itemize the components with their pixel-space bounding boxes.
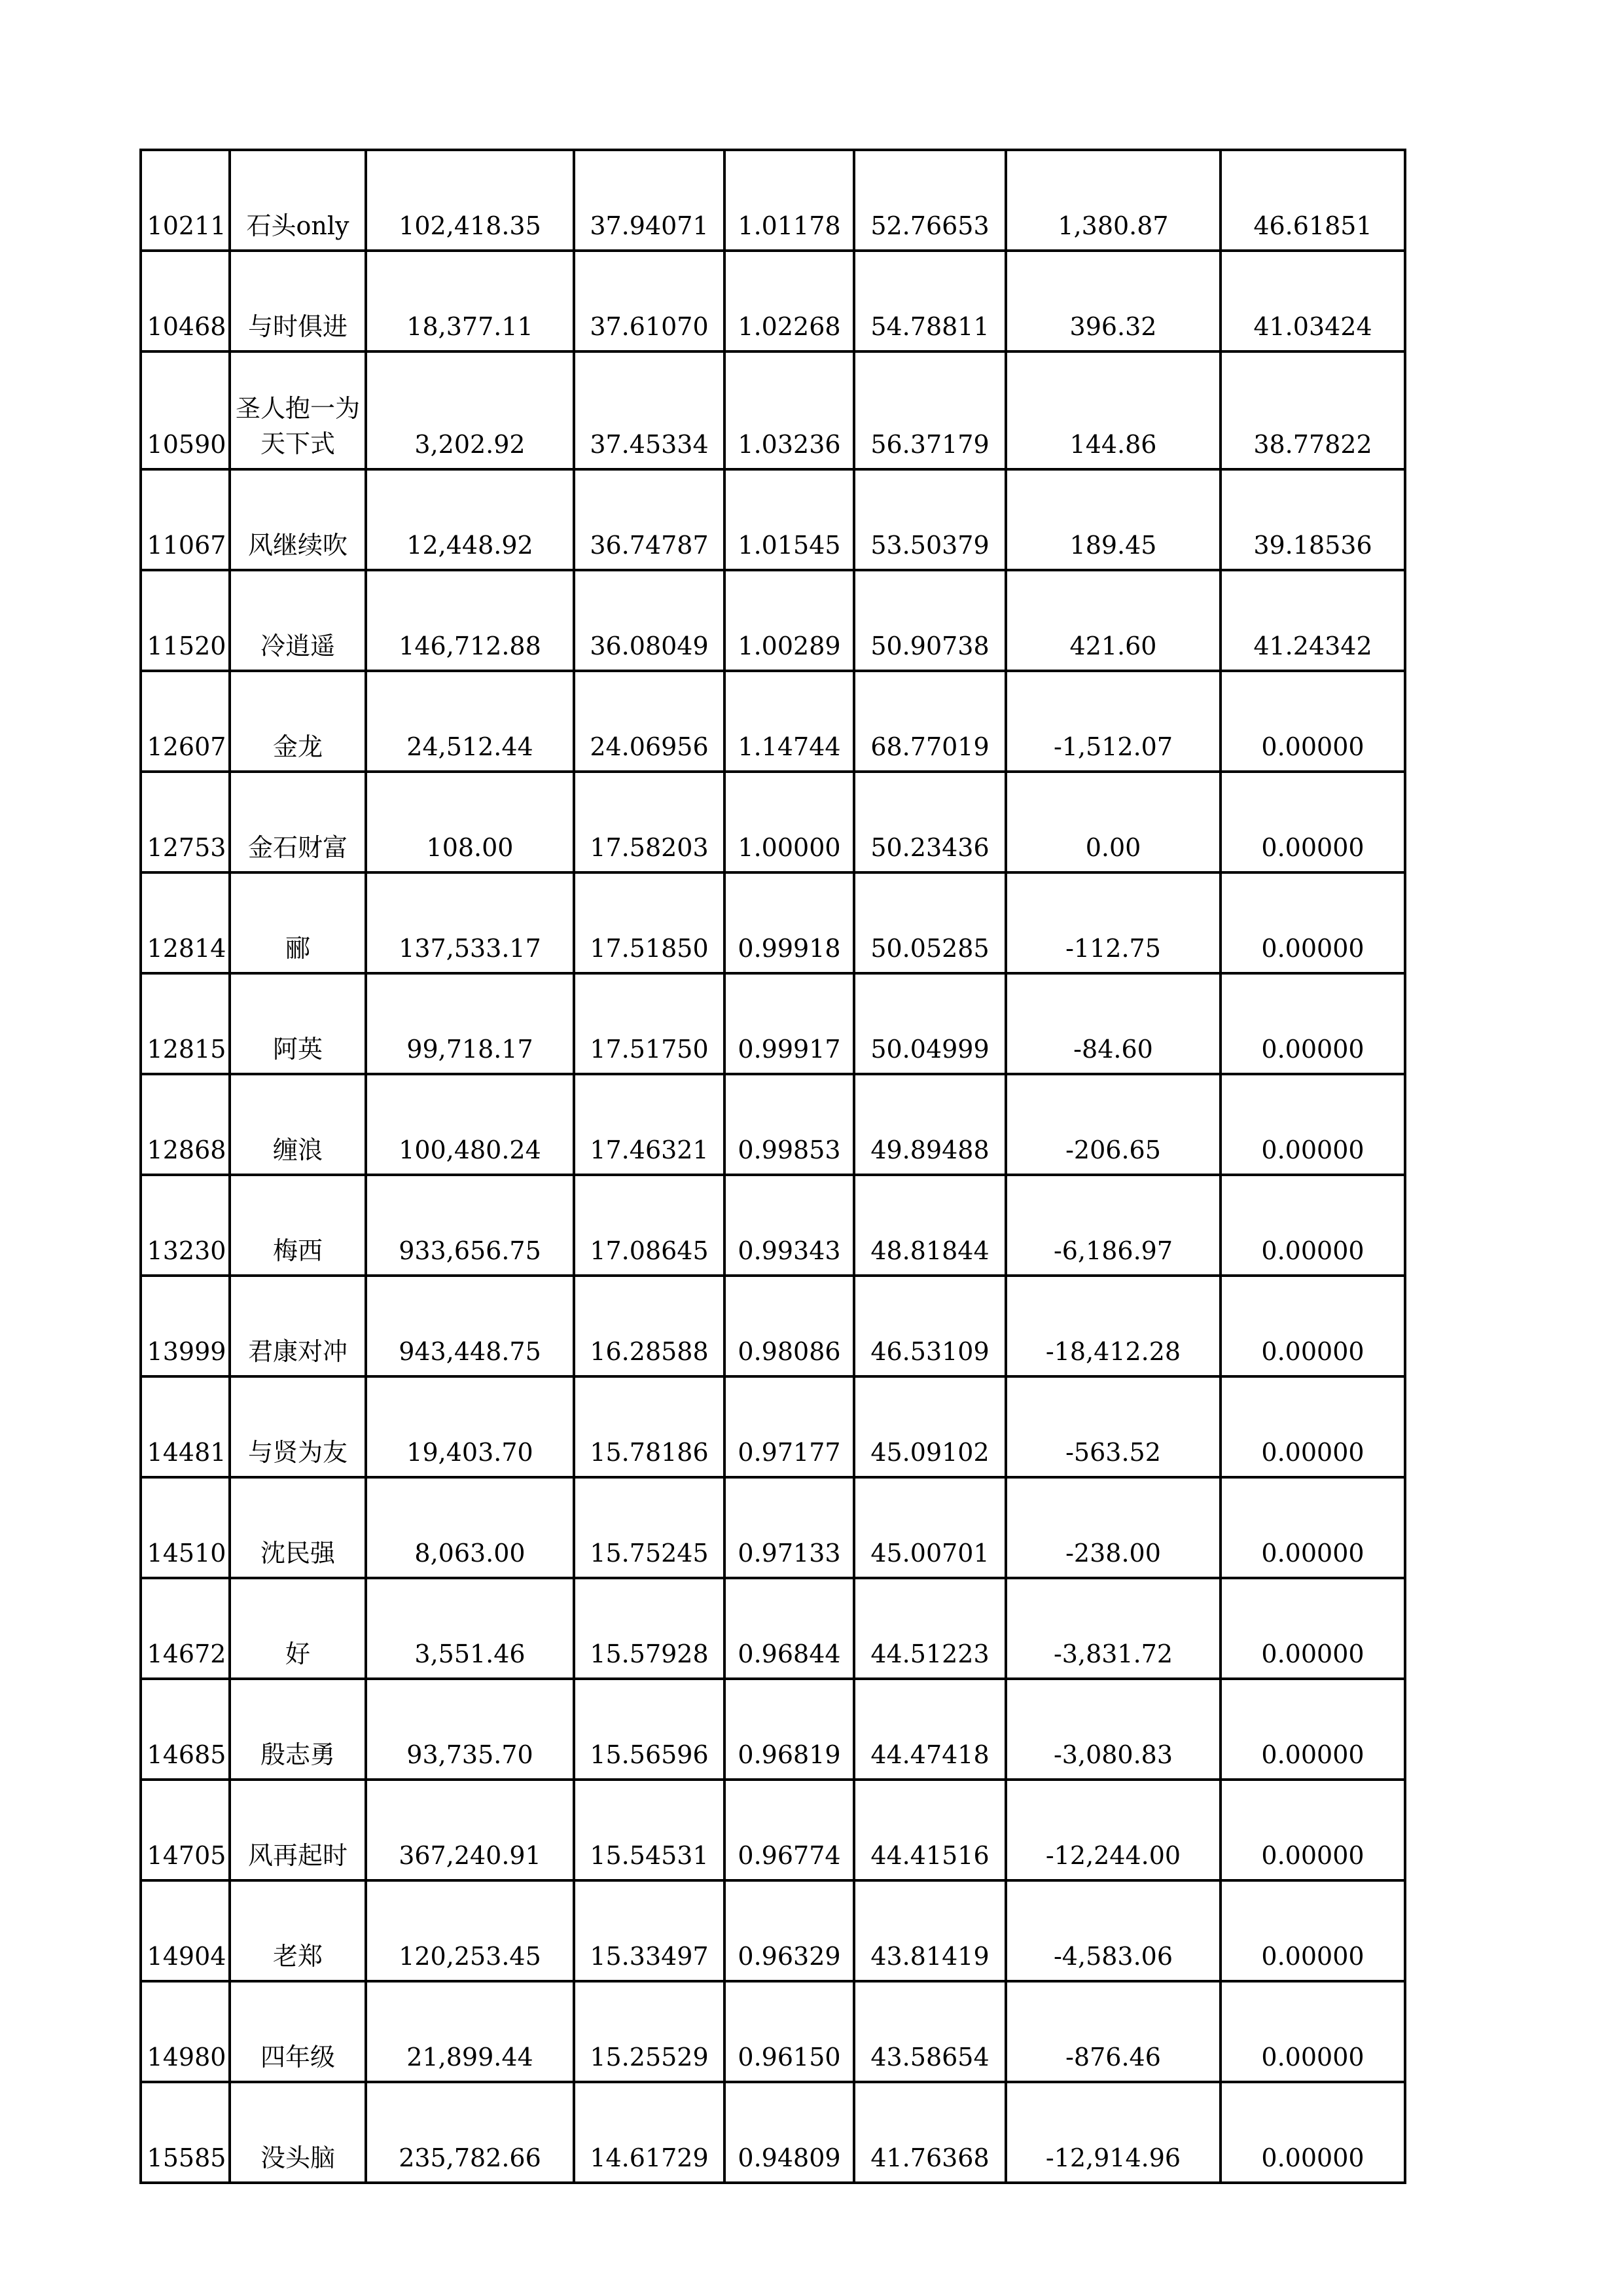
amount-cell: 146,712.88 [366,570,574,671]
table-row [141,251,1405,351]
value-a-cell: 15.33497 [574,1880,724,1981]
pnl-cell: -876.46 [1006,1981,1221,2082]
value-b-cell: 45.00701 [854,1477,1006,1578]
table-row [141,973,1405,1074]
ratio-cell: 0.99853 [724,1074,854,1175]
value-b-cell: 43.81419 [854,1880,1006,1981]
value-c-cell: 0.00000 [1221,1679,1405,1780]
pnl-cell: 0.00 [1006,772,1221,872]
value-a-cell: 15.75245 [574,1477,724,1578]
value-c-cell: 0.00000 [1221,1376,1405,1477]
id-cell: 10590 [141,351,230,469]
table-row [141,1074,1405,1175]
pnl-cell: -6,186.97 [1006,1175,1221,1276]
table-row [141,671,1405,772]
id-cell: 14672 [141,1578,230,1679]
value-a-cell: 17.58203 [574,772,724,872]
value-c-cell: 39.18536 [1221,469,1405,570]
value-c-cell: 0.00000 [1221,2082,1405,2183]
table-row [141,1780,1405,1880]
table-row [141,772,1405,872]
table-row [141,1679,1405,1780]
name-cell: 君康对冲 [230,1276,366,1376]
amount-cell: 3,551.46 [366,1578,574,1679]
value-a-cell: 14.61729 [574,2082,724,2183]
data-table [139,149,1406,2184]
amount-cell: 100,480.24 [366,1074,574,1175]
amount-cell: 12,448.92 [366,469,574,570]
pnl-cell: -84.60 [1006,973,1221,1074]
pnl-cell: -3,831.72 [1006,1578,1221,1679]
value-b-cell: 50.05285 [854,872,1006,973]
ratio-cell: 1.14744 [724,671,854,772]
value-a-cell: 15.54531 [574,1780,724,1880]
id-cell: 14481 [141,1376,230,1477]
amount-cell: 99,718.17 [366,973,574,1074]
name-cell: 风继续吹 [230,469,366,570]
table-row [141,570,1405,671]
ratio-cell: 0.99343 [724,1175,854,1276]
ratio-cell: 0.96329 [724,1880,854,1981]
amount-cell: 235,782.66 [366,2082,574,2183]
value-a-cell: 24.06956 [574,671,724,772]
table-row [141,1376,1405,1477]
amount-cell: 24,512.44 [366,671,574,772]
pnl-cell: 189.45 [1006,469,1221,570]
value-b-cell: 50.04999 [854,973,1006,1074]
ratio-cell: 0.96844 [724,1578,854,1679]
name-cell: 没头脑 [230,2082,366,2183]
name-cell: 与贤为友 [230,1376,366,1477]
pnl-cell: -563.52 [1006,1376,1221,1477]
value-c-cell: 0.00000 [1221,1276,1405,1376]
amount-cell: 943,448.75 [366,1276,574,1376]
amount-cell: 108.00 [366,772,574,872]
ratio-cell: 1.03236 [724,351,854,469]
value-c-cell: 0.00000 [1221,1074,1405,1175]
amount-cell: 3,202.92 [366,351,574,469]
pnl-cell: -3,080.83 [1006,1679,1221,1780]
ratio-cell: 0.96774 [724,1780,854,1880]
pnl-cell: -206.65 [1006,1074,1221,1175]
value-a-cell: 37.45334 [574,351,724,469]
value-b-cell: 49.89488 [854,1074,1006,1175]
ratio-cell: 1.01545 [724,469,854,570]
pnl-cell: -12,244.00 [1006,1780,1221,1880]
table-row [141,1880,1405,1981]
name-cell: 冷逍遥 [230,570,366,671]
name-cell: 金龙 [230,671,366,772]
id-cell: 10211 [141,150,230,251]
ratio-cell: 0.96150 [724,1981,854,2082]
amount-cell: 21,899.44 [366,1981,574,2082]
value-a-cell: 15.25529 [574,1981,724,2082]
name-cell: 好 [230,1578,366,1679]
name-cell: 沈民强 [230,1477,366,1578]
value-b-cell: 56.37179 [854,351,1006,469]
amount-cell: 102,418.35 [366,150,574,251]
table-row [141,469,1405,570]
table-row [141,1578,1405,1679]
pnl-cell: 144.86 [1006,351,1221,469]
pnl-cell: 421.60 [1006,570,1221,671]
value-a-cell: 17.08645 [574,1175,724,1276]
table-body [141,150,1405,2183]
name-cell: 阿英 [230,973,366,1074]
amount-cell: 120,253.45 [366,1880,574,1981]
ratio-cell: 0.94809 [724,2082,854,2183]
value-c-cell: 0.00000 [1221,1780,1405,1880]
id-cell: 11067 [141,469,230,570]
pnl-cell: 396.32 [1006,251,1221,351]
value-b-cell: 50.90738 [854,570,1006,671]
name-cell: 风再起时 [230,1780,366,1880]
value-c-cell: 41.03424 [1221,251,1405,351]
table-row [141,1477,1405,1578]
id-cell: 11520 [141,570,230,671]
name-cell: 金石财富 [230,772,366,872]
value-c-cell: 0.00000 [1221,1880,1405,1981]
id-cell: 12868 [141,1074,230,1175]
table-row [141,2082,1405,2183]
table-row [141,1981,1405,2082]
value-b-cell: 44.47418 [854,1679,1006,1780]
id-cell: 12607 [141,671,230,772]
name-cell: 殷志勇 [230,1679,366,1780]
value-b-cell: 50.23436 [854,772,1006,872]
value-a-cell: 36.08049 [574,570,724,671]
name-cell: 郦 [230,872,366,973]
value-c-cell: 0.00000 [1221,671,1405,772]
value-a-cell: 17.51750 [574,973,724,1074]
ratio-cell: 0.98086 [724,1276,854,1376]
value-b-cell: 44.41516 [854,1780,1006,1880]
value-b-cell: 53.50379 [854,469,1006,570]
value-b-cell: 43.58654 [854,1981,1006,2082]
value-c-cell: 38.77822 [1221,351,1405,469]
value-c-cell: 0.00000 [1221,1175,1405,1276]
value-a-cell: 37.94071 [574,150,724,251]
name-cell: 四年级 [230,1981,366,2082]
pnl-cell: -12,914.96 [1006,2082,1221,2183]
id-cell: 13230 [141,1175,230,1276]
ratio-cell: 0.99917 [724,973,854,1074]
value-a-cell: 17.51850 [574,872,724,973]
ratio-cell: 1.01178 [724,150,854,251]
value-c-cell: 0.00000 [1221,1578,1405,1679]
value-c-cell: 46.61851 [1221,150,1405,251]
id-cell: 12753 [141,772,230,872]
pnl-cell: -1,512.07 [1006,671,1221,772]
id-cell: 12814 [141,872,230,973]
value-a-cell: 17.46321 [574,1074,724,1175]
name-cell: 老郑 [230,1880,366,1981]
ratio-cell: 0.97133 [724,1477,854,1578]
ratio-cell: 0.96819 [724,1679,854,1780]
value-b-cell: 45.09102 [854,1376,1006,1477]
amount-cell: 19,403.70 [366,1376,574,1477]
value-b-cell: 41.76368 [854,2082,1006,2183]
id-cell: 13999 [141,1276,230,1376]
value-b-cell: 68.77019 [854,671,1006,772]
value-c-cell: 0.00000 [1221,1981,1405,2082]
pnl-cell: -238.00 [1006,1477,1221,1578]
name-cell: 缠浪 [230,1074,366,1175]
value-a-cell: 36.74787 [574,469,724,570]
value-c-cell: 0.00000 [1221,1477,1405,1578]
value-a-cell: 16.28588 [574,1276,724,1376]
name-cell: 圣人抱一为天下式 [230,351,366,469]
amount-cell: 8,063.00 [366,1477,574,1578]
pnl-cell: -112.75 [1006,872,1221,973]
amount-cell: 137,533.17 [366,872,574,973]
value-c-cell: 0.00000 [1221,772,1405,872]
table-row [141,150,1405,251]
value-b-cell: 48.81844 [854,1175,1006,1276]
id-cell: 14705 [141,1780,230,1880]
ratio-cell: 1.00000 [724,772,854,872]
value-b-cell: 52.76653 [854,150,1006,251]
ratio-cell: 0.99918 [724,872,854,973]
id-cell: 12815 [141,973,230,1074]
value-a-cell: 15.78186 [574,1376,724,1477]
ratio-cell: 1.02268 [724,251,854,351]
amount-cell: 367,240.91 [366,1780,574,1880]
name-cell: 与时俱进 [230,251,366,351]
table-row [141,1175,1405,1276]
value-b-cell: 46.53109 [854,1276,1006,1376]
amount-cell: 933,656.75 [366,1175,574,1276]
id-cell: 14685 [141,1679,230,1780]
value-a-cell: 15.56596 [574,1679,724,1780]
name-cell: 梅西 [230,1175,366,1276]
table-row [141,872,1405,973]
id-cell: 14904 [141,1880,230,1981]
pnl-cell: -4,583.06 [1006,1880,1221,1981]
amount-cell: 93,735.70 [366,1679,574,1780]
value-b-cell: 54.78811 [854,251,1006,351]
id-cell: 10468 [141,251,230,351]
id-cell: 15585 [141,2082,230,2183]
value-c-cell: 0.00000 [1221,872,1405,973]
ratio-cell: 1.00289 [724,570,854,671]
name-cell: 石头only [230,150,366,251]
ratio-cell: 0.97177 [724,1376,854,1477]
pnl-cell: 1,380.87 [1006,150,1221,251]
table-row [141,1276,1405,1376]
value-a-cell: 37.61070 [574,251,724,351]
pnl-cell: -18,412.28 [1006,1276,1221,1376]
amount-cell: 18,377.11 [366,251,574,351]
id-cell: 14510 [141,1477,230,1578]
value-b-cell: 44.51223 [854,1578,1006,1679]
value-a-cell: 15.57928 [574,1578,724,1679]
value-c-cell: 41.24342 [1221,570,1405,671]
table-row [141,351,1405,469]
value-c-cell: 0.00000 [1221,973,1405,1074]
id-cell: 14980 [141,1981,230,2082]
